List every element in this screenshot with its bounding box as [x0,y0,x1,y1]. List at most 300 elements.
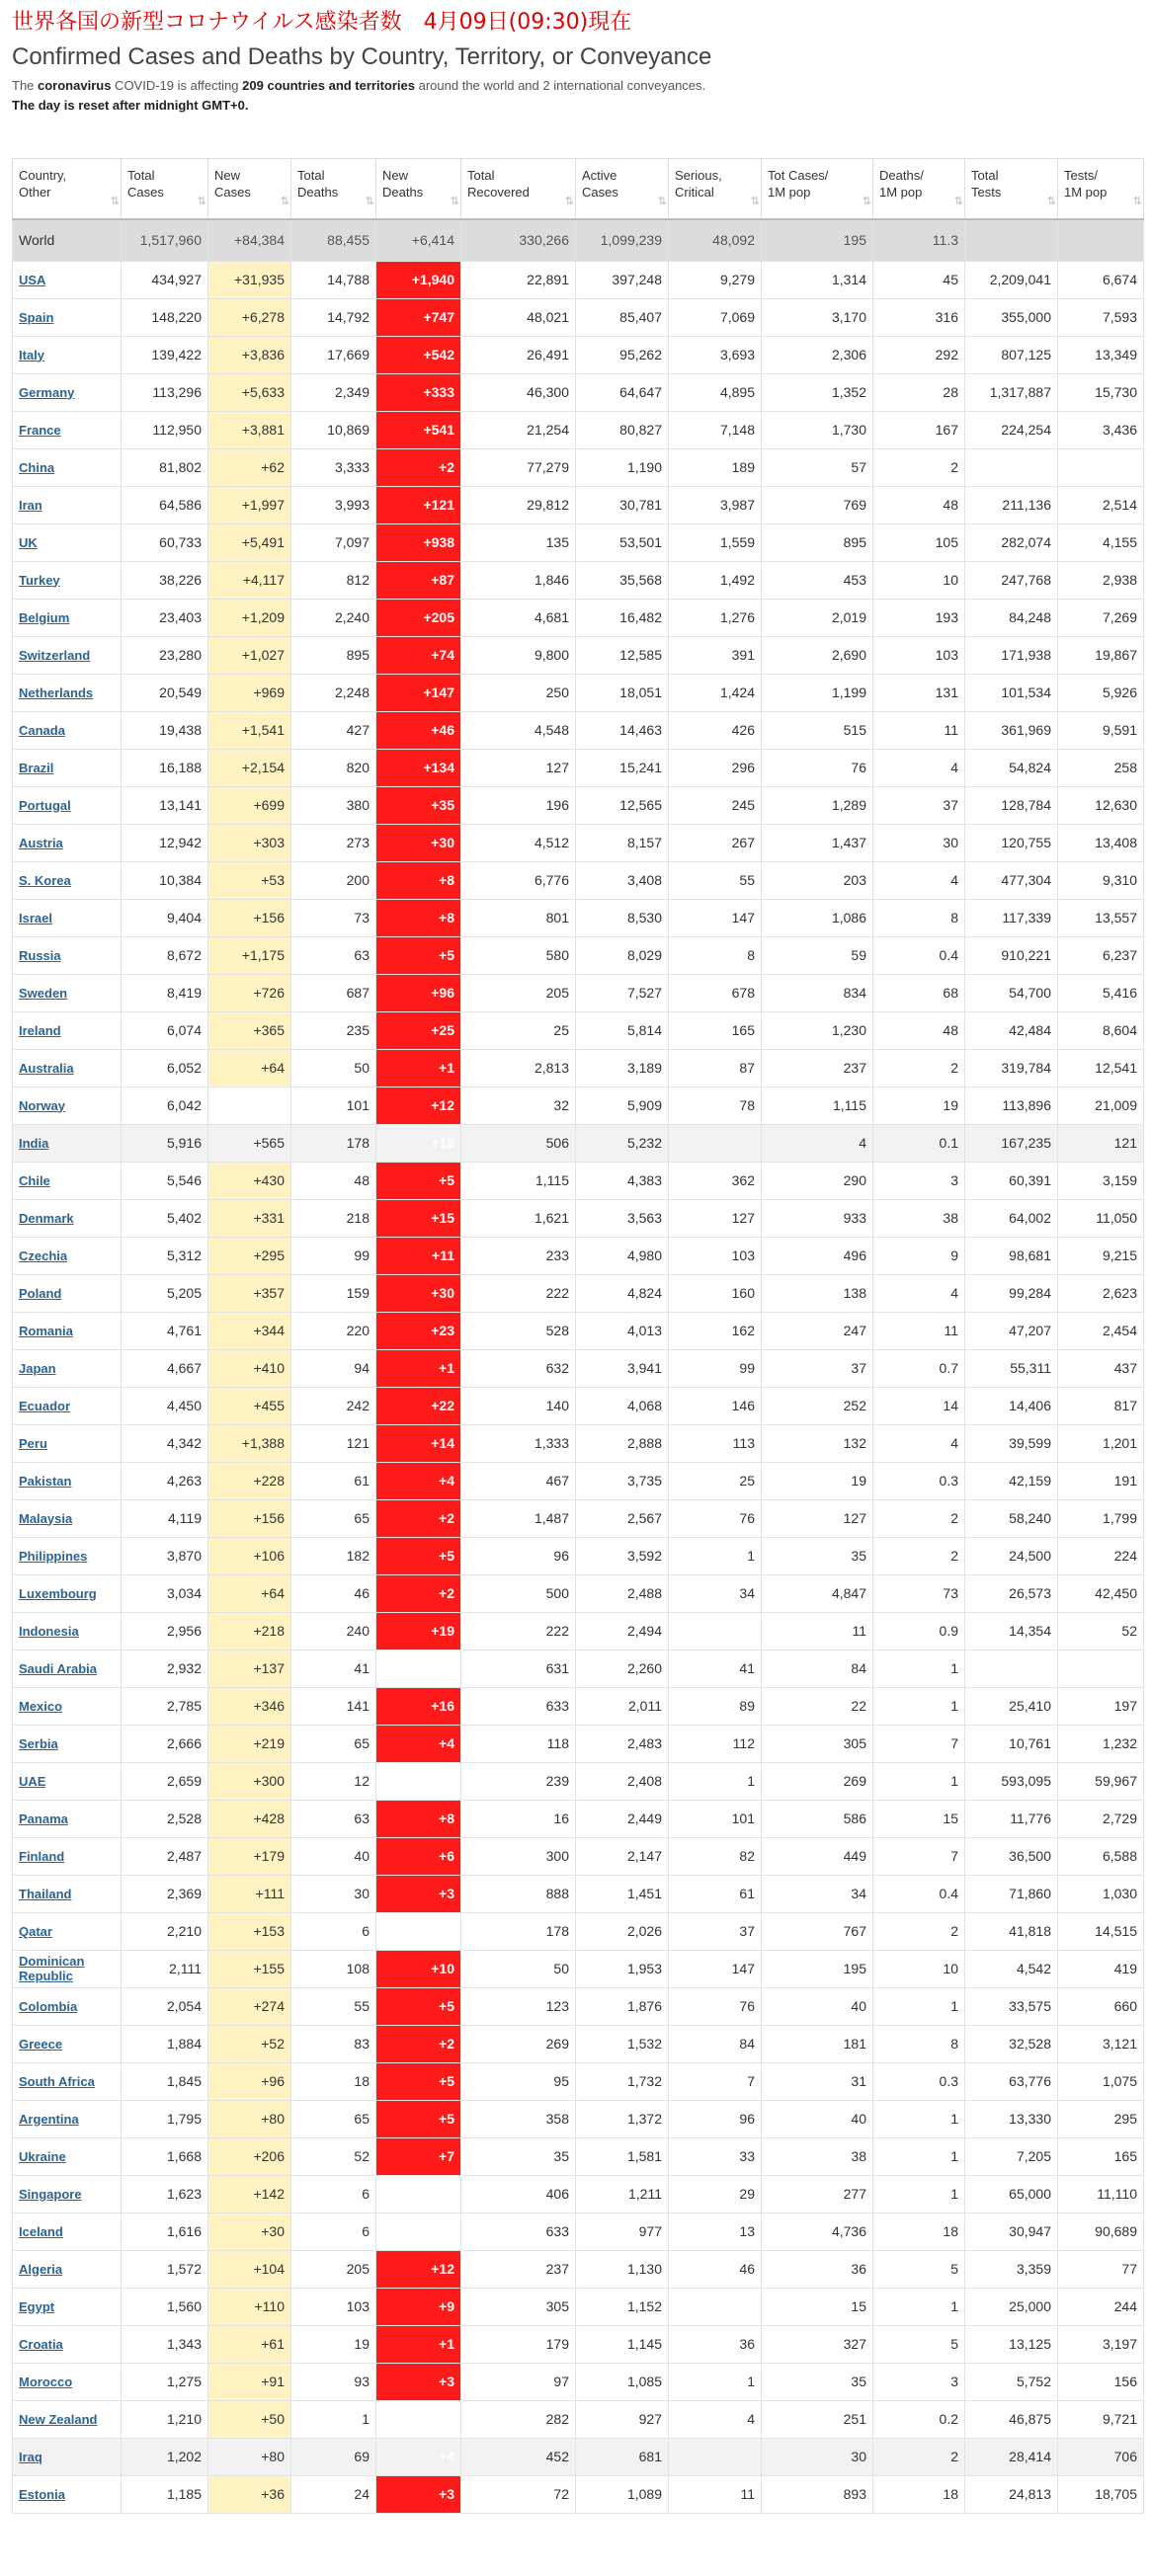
tests-per-million-cell [1058,448,1144,486]
cases-per-million-cell: 769 [762,486,873,523]
page-title: Confirmed Cases and Deaths by Country, Territory, or Conveyance [12,43,712,70]
serious-critical-cell: 113 [669,1424,762,1462]
tests-per-million-cell: 3,436 [1058,411,1144,448]
tests-per-million-cell: 59,967 [1058,1762,1144,1800]
serious-critical-cell [669,2438,762,2475]
country-cell [13,2025,122,2062]
country-link[interactable]: Argentina [19,2111,79,2127]
total-deaths-cell: 895 [291,636,376,674]
new-deaths-cell: +541 [376,411,461,448]
tests-per-million-cell: 21,009 [1058,1087,1144,1124]
country-link[interactable]: Norway [19,1097,65,1113]
total-recovered-cell: 179 [461,2325,576,2363]
new-cases-cell: +1,541 [208,711,291,749]
country-link[interactable]: Czechia [19,1248,68,1263]
country-link[interactable]: Pakistan [19,1473,72,1489]
country-link[interactable]: UAE [19,1773,46,1789]
cases-per-million-cell: 15 [762,2288,873,2325]
new-cases-cell [208,1087,291,1124]
deaths-per-million-cell: 2 [873,1537,965,1574]
country-link[interactable]: Turkey [19,572,60,588]
column-header-new-deaths[interactable] [376,159,461,220]
new-cases-cell: +80 [208,2100,291,2137]
active-cases-cell: 7,527 [576,974,669,1011]
deaths-per-million-cell: 1 [873,1987,965,2025]
active-cases-cell: 14,463 [576,711,669,749]
deaths-per-million-cell: 2 [873,1912,965,1950]
country-link[interactable]: South Africa [19,2073,95,2089]
country-link[interactable]: Finland [19,1848,65,1864]
country-link[interactable]: New Zealand [19,2411,98,2427]
serious-critical-cell: 101 [669,1800,762,1837]
country-link[interactable]: Luxembourg [19,1585,97,1601]
column-header-label: 1M pop [1064,185,1108,200]
total-deaths-cell: 235 [291,1011,376,1049]
tests-per-million-cell [1058,1650,1144,1687]
country-link[interactable]: Romania [19,1323,73,1338]
country-cell [13,1087,122,1124]
total-recovered-cell: 282 [461,2400,576,2438]
new-cases-cell: +52 [208,2025,291,2062]
new-cases-cell: +365 [208,1011,291,1049]
table-row [13,786,1144,824]
new-cases-cell: +455 [208,1387,291,1424]
total-recovered-cell: 35 [461,2137,576,2175]
subtitle-bold-coronavirus: coronavirus [38,78,112,93]
new-deaths-cell [376,2400,461,2438]
serious-critical-cell: 82 [669,1837,762,1875]
tests-per-million-cell: 9,721 [1058,2400,1144,2438]
column-header-new-cases[interactable] [208,159,291,220]
active-cases-cell: 1,085 [576,2363,669,2400]
total-cases-cell: 6,052 [122,1049,208,1087]
total-deaths-cell: 99 [291,1237,376,1274]
deaths-per-million-cell: 105 [873,523,965,561]
tests-per-million-cell: 1,799 [1058,1499,1144,1537]
table-row [13,1650,1144,1687]
total-recovered-cell: 222 [461,1274,576,1312]
deaths-per-million-cell: 0.3 [873,2062,965,2100]
total-cases-cell: 1,845 [122,2062,208,2100]
total-tests-cell: 24,813 [965,2475,1058,2513]
serious-critical-cell [669,2288,762,2325]
sort-icon[interactable]: ⇅ [862,196,868,207]
country-link[interactable]: Serbia [19,1735,58,1751]
total-tests-cell: 32,528 [965,2025,1058,2062]
new-deaths-cell: +5 [376,1162,461,1199]
active-cases-cell: 8,530 [576,899,669,936]
world-total-row [13,219,1144,261]
new-cases-cell: +53 [208,861,291,899]
total-deaths-cell: 17,669 [291,336,376,373]
country-link[interactable]: Denmark [19,1210,74,1226]
country-link[interactable]: Iceland [19,2223,63,2239]
column-header-label: Total [971,168,999,183]
country-link[interactable]: Japan [19,1360,56,1376]
column-header-label: New [382,168,409,183]
country-link[interactable]: Portugal [19,797,71,813]
country-cell [13,599,122,636]
cases-per-million-cell: 496 [762,1237,873,1274]
cases-per-million-cell: 76 [762,749,873,786]
tests-per-million-cell: 12,630 [1058,786,1144,824]
active-cases-cell: 95,262 [576,336,669,373]
deaths-per-million-cell: 15 [873,1800,965,1837]
country-link[interactable]: Panama [19,1811,68,1826]
new-cases-cell: +156 [208,1499,291,1537]
sort-icon[interactable]: ⇅ [953,196,960,207]
country-link[interactable]: Brazil [19,760,54,775]
new-cases-cell: +62 [208,448,291,486]
total-deaths-cell: 61 [291,1462,376,1499]
new-cases-cell: +3,836 [208,336,291,373]
new-cases-cell: +84,384 [208,219,291,261]
active-cases-cell: 2,026 [576,1912,669,1950]
country-link[interactable]: Canada [19,722,65,738]
column-header-tests-per-million[interactable] [1058,159,1144,220]
total-tests-cell: 25,410 [965,1687,1058,1725]
total-tests-cell: 26,573 [965,1574,1058,1612]
table-row [13,2438,1144,2475]
serious-critical-cell: 362 [669,1162,762,1199]
new-cases-cell: +699 [208,786,291,824]
active-cases-cell: 3,592 [576,1537,669,1574]
total-cases-cell: 112,950 [122,411,208,448]
country-link[interactable]: Switzerland [19,647,91,663]
cases-per-million-cell: 1,086 [762,899,873,936]
deaths-per-million-cell: 4 [873,749,965,786]
country-link[interactable]: Netherlands [19,684,94,700]
serious-critical-cell: 3,693 [669,336,762,373]
country-link[interactable]: Mexico [19,1698,63,1714]
column-header-label: Total [297,168,325,183]
table-row [13,2288,1144,2325]
country-cell [13,1837,122,1875]
total-recovered-cell: 22,891 [461,261,576,298]
total-recovered-cell: 1,115 [461,1162,576,1199]
column-header-total-deaths[interactable] [291,159,376,220]
total-cases-cell: 6,042 [122,1087,208,1124]
new-cases-cell: +106 [208,1537,291,1574]
active-cases-cell: 977 [576,2213,669,2250]
deaths-per-million-cell: 0.7 [873,1349,965,1387]
country-link[interactable]: Ukraine [19,2148,66,2164]
total-recovered-cell: 140 [461,1387,576,1424]
country-link[interactable]: Algeria [19,2261,63,2277]
serious-critical-cell: 76 [669,1987,762,2025]
country-link[interactable]: Singapore [19,2186,82,2202]
sort-icon[interactable]: ⇅ [110,196,117,207]
country-link[interactable]: Colombia [19,1998,78,2014]
active-cases-cell: 1,130 [576,2250,669,2288]
new-deaths-cell: +46 [376,711,461,749]
new-deaths-cell: +3 [376,1875,461,1912]
total-recovered-cell: 250 [461,674,576,711]
table-row [13,448,1144,486]
column-header-total-tests[interactable] [965,159,1058,220]
new-cases-cell: +96 [208,2062,291,2100]
country-link[interactable]: UK [19,534,38,550]
column-header-label: Other [19,185,51,200]
country-link[interactable]: Estonia [19,2486,65,2502]
tests-per-million-cell: 52 [1058,1612,1144,1650]
country-cell [13,1950,122,1987]
serious-critical-cell: 391 [669,636,762,674]
total-tests-cell: 477,304 [965,861,1058,899]
cases-per-million-cell: 277 [762,2175,873,2213]
tests-per-million-cell: 1,201 [1058,1424,1144,1462]
country-link[interactable]: Poland [19,1285,62,1301]
country-link[interactable]: Philippines [19,1548,88,1564]
country-cell [13,1687,122,1725]
country-link[interactable]: Croatia [19,2336,63,2352]
serious-critical-cell [669,1612,762,1650]
country-link[interactable]: Australia [19,1060,74,1076]
country-cell [13,523,122,561]
country-link[interactable]: Ireland [19,1022,61,1038]
deaths-per-million-cell: 18 [873,2213,965,2250]
column-header-label: Cases [214,185,251,200]
column-header-country[interactable] [13,159,122,220]
country-cell [13,1875,122,1912]
tests-per-million-cell: 8,604 [1058,1011,1144,1049]
total-deaths-cell: 427 [291,711,376,749]
total-cases-cell: 2,956 [122,1612,208,1650]
country-cell [13,1537,122,1574]
column-header-label: Critical [675,185,714,200]
country-link[interactable]: Indonesia [19,1623,79,1639]
column-header-label: Cases [127,185,164,200]
serious-critical-cell: 99 [669,1349,762,1387]
total-deaths-cell: 24 [291,2475,376,2513]
cases-per-million-cell: 767 [762,1912,873,1950]
active-cases-cell: 30,781 [576,486,669,523]
cases-per-million-cell: 895 [762,523,873,561]
column-header-label: Tests/ [1064,168,1098,183]
column-header-total-recovered[interactable] [461,159,576,220]
country-link[interactable]: France [19,422,61,438]
total-tests-cell: 65,000 [965,2175,1058,2213]
tests-per-million-cell: 295 [1058,2100,1144,2137]
tests-per-million-cell: 258 [1058,749,1144,786]
total-deaths-cell: 218 [291,1199,376,1237]
sort-icon[interactable]: ⇅ [564,196,571,207]
tests-per-million-cell: 90,689 [1058,2213,1144,2250]
country-link[interactable]: China [19,459,55,475]
country-link[interactable]: Chile [19,1172,50,1188]
total-tests-cell: 24,500 [965,1537,1058,1574]
deaths-per-million-cell: 0.1 [873,1124,965,1162]
total-deaths-cell: 55 [291,1987,376,2025]
total-tests-cell: 319,784 [965,1049,1058,1087]
country-link[interactable]: S. Korea [19,872,71,888]
total-cases-cell: 139,422 [122,336,208,373]
sort-icon[interactable]: ⇅ [657,196,664,207]
new-deaths-cell [376,2213,461,2250]
sort-icon[interactable]: ⇅ [750,196,757,207]
tests-per-million-cell: 1,030 [1058,1875,1144,1912]
total-cases-cell: 2,111 [122,1950,208,1987]
country-link[interactable]: USA [19,272,46,287]
sort-icon[interactable]: ⇅ [280,196,287,207]
total-tests-cell: 593,095 [965,1762,1058,1800]
country-link[interactable]: Austria [19,835,63,850]
country-link[interactable]: Israel [19,910,52,926]
tests-per-million-cell: 5,416 [1058,974,1144,1011]
cases-per-million-cell: 181 [762,2025,873,2062]
new-deaths-cell: +5 [376,936,461,974]
country-cell: World [13,219,122,261]
tests-per-million-cell: 6,674 [1058,261,1144,298]
column-header-serious-critical[interactable] [669,159,762,220]
cases-per-million-cell: 3,170 [762,298,873,336]
table-row [13,2062,1144,2100]
country-link[interactable]: Italy [19,347,45,362]
cases-per-million-cell: 11 [762,1612,873,1650]
column-header-active-cases[interactable] [576,159,669,220]
total-deaths-cell: 40 [291,1837,376,1875]
active-cases-cell: 64,647 [576,373,669,411]
total-cases-cell: 9,404 [122,899,208,936]
deaths-per-million-cell: 1 [873,2288,965,2325]
active-cases-cell: 1,581 [576,2137,669,2175]
table-row [13,899,1144,936]
active-cases-cell: 8,157 [576,824,669,861]
total-tests-cell: 58,240 [965,1499,1058,1537]
country-link[interactable]: Germany [19,384,75,400]
country-link[interactable]: Spain [19,309,54,325]
sort-icon[interactable]: ⇅ [197,196,204,207]
country-link[interactable]: Saudi Arabia [19,1660,97,1676]
new-cases-cell: +91 [208,2363,291,2400]
new-deaths-cell: +74 [376,636,461,674]
serious-critical-cell: 96 [669,2100,762,2137]
table-row [13,1499,1144,1537]
cases-per-million-cell: 22 [762,1687,873,1725]
country-link[interactable]: Ecuador [19,1398,71,1413]
active-cases-cell: 4,824 [576,1274,669,1312]
new-deaths-cell: +938 [376,523,461,561]
cases-per-million-cell: 195 [762,1950,873,1987]
column-header-total-cases[interactable] [122,159,208,220]
cases-per-million-cell: 4,736 [762,2213,873,2250]
table-row [13,1424,1144,1462]
tests-per-million-cell: 14,515 [1058,1912,1144,1950]
country-cell [13,1237,122,1274]
deaths-per-million-cell: 4 [873,1424,965,1462]
active-cases-cell: 2,567 [576,1499,669,1537]
country-link[interactable]: Iraq [19,2449,42,2464]
active-cases-cell: 3,563 [576,1199,669,1237]
active-cases-cell: 1,211 [576,2175,669,2213]
country-link[interactable]: India [19,1135,49,1151]
serious-critical-cell: 127 [669,1199,762,1237]
tests-per-million-cell: 197 [1058,1687,1144,1725]
sort-icon[interactable]: ⇅ [1046,196,1053,207]
country-link[interactable]: Malaysia [19,1510,73,1526]
table-row [13,561,1144,599]
sort-icon[interactable]: ⇅ [450,196,456,207]
country-link[interactable]: Iran [19,497,42,513]
table-row [13,1987,1144,2025]
country-link[interactable]: Morocco [19,2374,73,2389]
country-cell [13,1274,122,1312]
new-cases-cell: +1,209 [208,599,291,636]
total-tests-cell [965,219,1058,261]
country-link[interactable]: Sweden [19,985,68,1001]
total-deaths-cell: 93 [291,2363,376,2400]
total-cases-cell: 8,672 [122,936,208,974]
new-cases-cell: +5,633 [208,373,291,411]
total-cases-cell: 64,586 [122,486,208,523]
table-row [13,2025,1144,2062]
country-link[interactable]: Belgium [19,609,70,625]
column-header-label: Active [582,168,617,183]
active-cases-cell: 8,029 [576,936,669,974]
total-recovered-cell: 118 [461,1725,576,1762]
total-cases-cell: 2,932 [122,1650,208,1687]
country-link[interactable]: Russia [19,947,61,963]
country-link[interactable]: Dominican Republic [19,1954,85,1983]
sort-icon[interactable]: ⇅ [365,196,371,207]
column-header-cases-per-million[interactable] [762,159,873,220]
country-link[interactable]: Peru [19,1435,47,1451]
country-link[interactable]: Egypt [19,2298,55,2314]
cases-per-million-cell: 1,115 [762,1087,873,1124]
column-header-deaths-per-million[interactable] [873,159,965,220]
total-cases-cell: 81,802 [122,448,208,486]
total-deaths-cell: 2,349 [291,373,376,411]
table-row [13,1274,1144,1312]
country-cell [13,1499,122,1537]
total-recovered-cell: 300 [461,1837,576,1875]
table-body [13,219,1144,2513]
serious-critical-cell: 33 [669,2137,762,2175]
new-deaths-cell: +147 [376,674,461,711]
cases-per-million-cell: 40 [762,1987,873,2025]
country-cell [13,936,122,974]
table-row [13,824,1144,861]
serious-critical-cell: 48,092 [669,219,762,261]
active-cases-cell: 12,585 [576,636,669,674]
country-cell [13,749,122,786]
serious-critical-cell: 78 [669,1087,762,1124]
tests-per-million-cell: 13,349 [1058,336,1144,373]
sort-icon[interactable]: ⇅ [1132,196,1139,207]
country-link[interactable]: Qatar [19,1923,52,1939]
total-recovered-cell: 46,300 [461,373,576,411]
tests-per-million-cell: 165 [1058,2137,1144,2175]
new-deaths-cell: +5 [376,1987,461,2025]
total-deaths-cell: 83 [291,2025,376,2062]
deaths-per-million-cell: 37 [873,786,965,824]
active-cases-cell: 4,013 [576,1312,669,1349]
new-deaths-cell: +5 [376,2062,461,2100]
table-row [13,411,1144,448]
country-link[interactable]: Thailand [19,1886,72,1901]
table-row [13,336,1144,373]
serious-critical-cell: 1,424 [669,674,762,711]
deaths-per-million-cell: 1 [873,2100,965,2137]
new-deaths-cell: +333 [376,373,461,411]
country-cell [13,298,122,336]
country-link[interactable]: Greece [19,2036,63,2052]
deaths-per-million-cell: 0.4 [873,1875,965,1912]
total-recovered-cell: 237 [461,2250,576,2288]
cases-per-million-cell: 1,437 [762,824,873,861]
deaths-per-million-cell: 1 [873,1762,965,1800]
total-recovered-cell: 888 [461,1875,576,1912]
